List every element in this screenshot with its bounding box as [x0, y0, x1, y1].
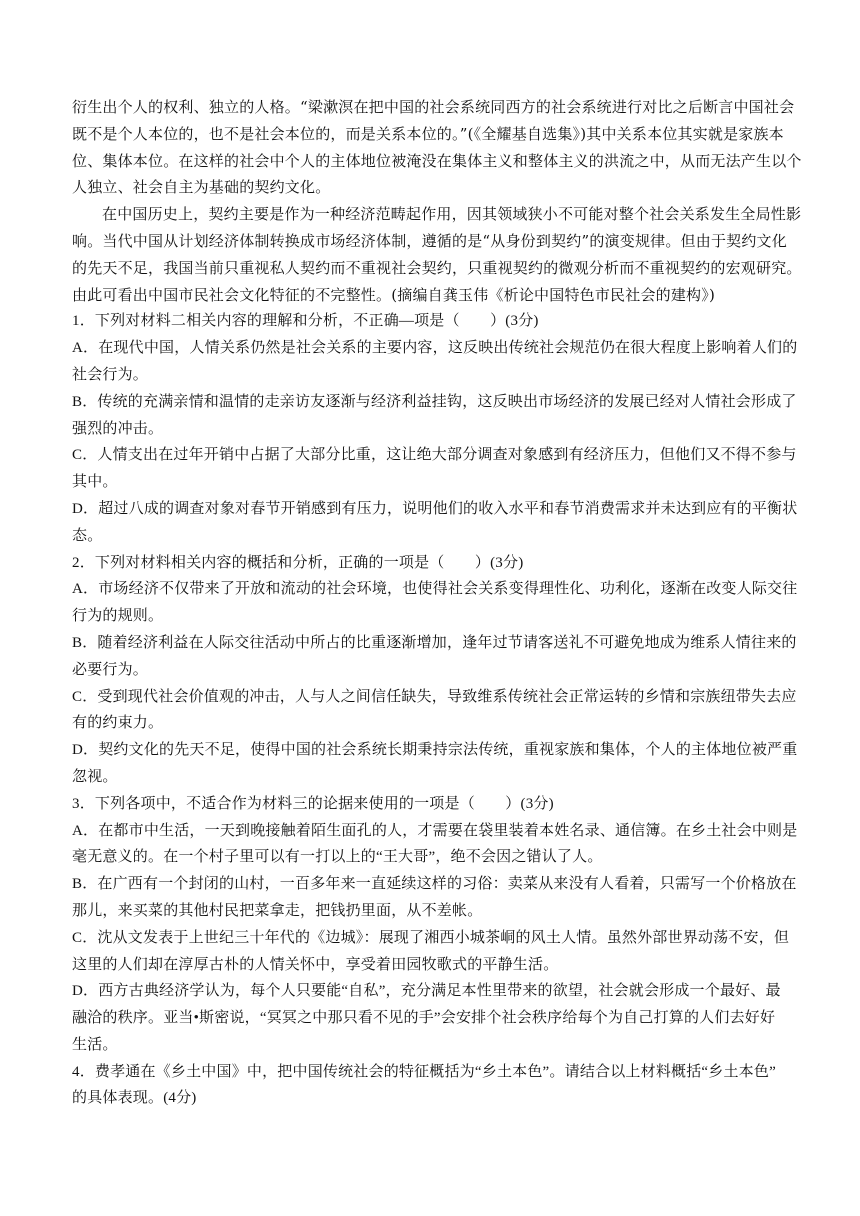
question-stem: 3．下列各项中，不适合作为材料三的论据来使用的一项是（ ）(3分): [72, 795, 554, 812]
question-stem: 的具体表现。(4分): [72, 1090, 197, 1107]
document-page: [72, 94, 802, 1112]
option-d: [72, 737, 798, 791]
text-line: 人独立、社会自主为基础的契约文化。: [72, 178, 331, 197]
option-line: 态。: [72, 527, 103, 544]
text-line: 衍生出个人的权利、独立的人格。“梁漱溟在把中国的社会系统同西方的社会系统进行对比之后断言中国社会: [72, 98, 795, 116]
option-line: D．西方古典经济学认为，每个人只要能“自私”，充分满足本性里带来的欲望，社会就会形成一个最好、最: [72, 983, 781, 1000]
question-2: [72, 550, 798, 791]
option-line: 毫无意义的。在一个村子里可以有一打以上的“王大哥”，绝不会因之错认了人。: [72, 849, 603, 866]
option-line: 这里的人们却在淳厚古朴的人情关怀中，享受着田园牧歌式的平静生活。: [72, 956, 559, 973]
option-a: [72, 576, 798, 630]
option-c: [72, 925, 792, 979]
option-line: D．超过八成的调查对象对春节开销感到有压力，说明他们的收入水平和春节消费需求并未达到应有的平衡状: [72, 500, 798, 517]
option-a: [72, 818, 798, 872]
question-stem: 1．下列对材料二相关内容的理解和分析，不正确—项是（ ）(3分): [72, 313, 539, 330]
option-line: A．市场经济不仅带来了开放和流动的社会环境，也使得社会关系变得理性化、功利化，逐渐在改变人际交往: [72, 581, 798, 598]
option-d: [72, 978, 792, 1058]
option-line: B．随着经济利益在人际交往活动中所占的比重逐渐增加，逢年过节请客送礼不可避免地成为维系人情往来的: [72, 634, 797, 651]
option-line: 必要行为。: [72, 661, 149, 678]
option-c: [72, 442, 797, 496]
option-a: [72, 335, 798, 389]
option-b: [72, 871, 797, 925]
question-4: [72, 1059, 792, 1113]
question-stem: 2．下列对材料相关内容的概括和分析，正确的一项是（ ）(3分): [72, 554, 524, 571]
option-line: C．沈从文发表于上世纪三十年代的《边城》：展现了湘西小城茶峒的风土人情。虽然外部世界动荡不安，但: [72, 929, 790, 946]
option-line: 强烈的冲击。: [72, 420, 164, 437]
text-line: 的先天不足，我国当前只重视私人契约而不重视社会契约，只重视契约的微观分析而不重视契约的宏观研究。: [72, 258, 802, 277]
text-line: 位、集体本位。在这样的社会中个人的主体地位被淹没在集体主义和整体主义的洪流之中，从而无法产生以个: [72, 151, 802, 170]
text-line: 在中国历史上，契约主要是作为一种经济范畴起作用，因其领域狭小不可能对整个社会关系发生全局性影: [102, 205, 802, 224]
option-line: 有的约束力。: [72, 715, 164, 732]
option-line: 生活。: [72, 1036, 118, 1053]
option-b: [72, 630, 797, 684]
option-line: A．在现代中国，人情关系仍然是社会关系的主要内容，这反映出传统社会规范仍在很大程度上影响着人们的: [72, 340, 798, 357]
option-d: [72, 496, 798, 550]
option-line: C．人情支出在过年开销中占据了大部分比重，这让绝大部分调查对象感到有经济压力，但他们又不得不参与: [72, 447, 797, 464]
option-c: [72, 684, 797, 738]
text-line: 由此可看出中国市民社会文化特征的不完整性。(摘编自龚玉伟《析论中国特色市民社会的建构》): [72, 285, 716, 304]
option-line: B．传统的充满亲情和温情的走亲访友逐渐与经济利益挂钩，这反映出市场经济的发展已经对人情社会形成了: [72, 393, 797, 410]
option-line: B．在广西有一个封闭的山村，一百多年来一直延续这样的习俗：卖菜从来没有人看着，只需写一个价格放在: [72, 876, 797, 893]
question-stem: 4．费孝通在《乡土中国》中，把中国传统社会的特征概括为“乡土本色”。请结合以上材料概括“乡土本色”: [72, 1063, 776, 1080]
option-b: [72, 389, 797, 443]
passage-paragraph-1: [72, 94, 802, 201]
passage-paragraph-2: [72, 201, 802, 308]
option-line: 行为的规则。: [72, 608, 164, 625]
option-line: 社会行为。: [72, 366, 149, 383]
question-1: [72, 308, 798, 549]
option-line: A．在都市中生活，一天到晚接触着陌生面孔的人，才需要在袋里装着本姓名录、通信簿。在乡土社会中则是: [72, 822, 798, 839]
question-3: [72, 791, 798, 1059]
option-line: 融洽的秩序。亚当•斯密说，“冥冥之中那只看不见的手”会安排个社会秩序给每个为自己打算的人们去好好: [72, 1010, 776, 1027]
option-line: C．受到现代社会价值观的冲击，人与人之间信任缺失，导致维系传统社会正常运转的乡情和宗族纽带失去应: [72, 688, 797, 705]
text-line: 响。当代中国从计划经济体制转换成市场经济体制，遵循的是“从身份到契约”的演变规律。但由于契约文化: [72, 231, 787, 250]
option-line: D．契约文化的先天不足，使得中国的社会系统长期秉持宗法传统，重视家族和集体，个人的主体地位被严重: [72, 742, 798, 759]
option-line: 那儿，来买菜的其他村民把菜拿走，把钱扔里面，从不差帐。: [72, 902, 483, 919]
option-line: 其中。: [72, 474, 118, 491]
option-line: 忽视。: [72, 768, 118, 785]
text-line: 既不是个人本位的，也不是社会本位的，而是关系本位的。”(《全耀基自选集》)其中关系本位其实就是家族本: [72, 124, 784, 143]
